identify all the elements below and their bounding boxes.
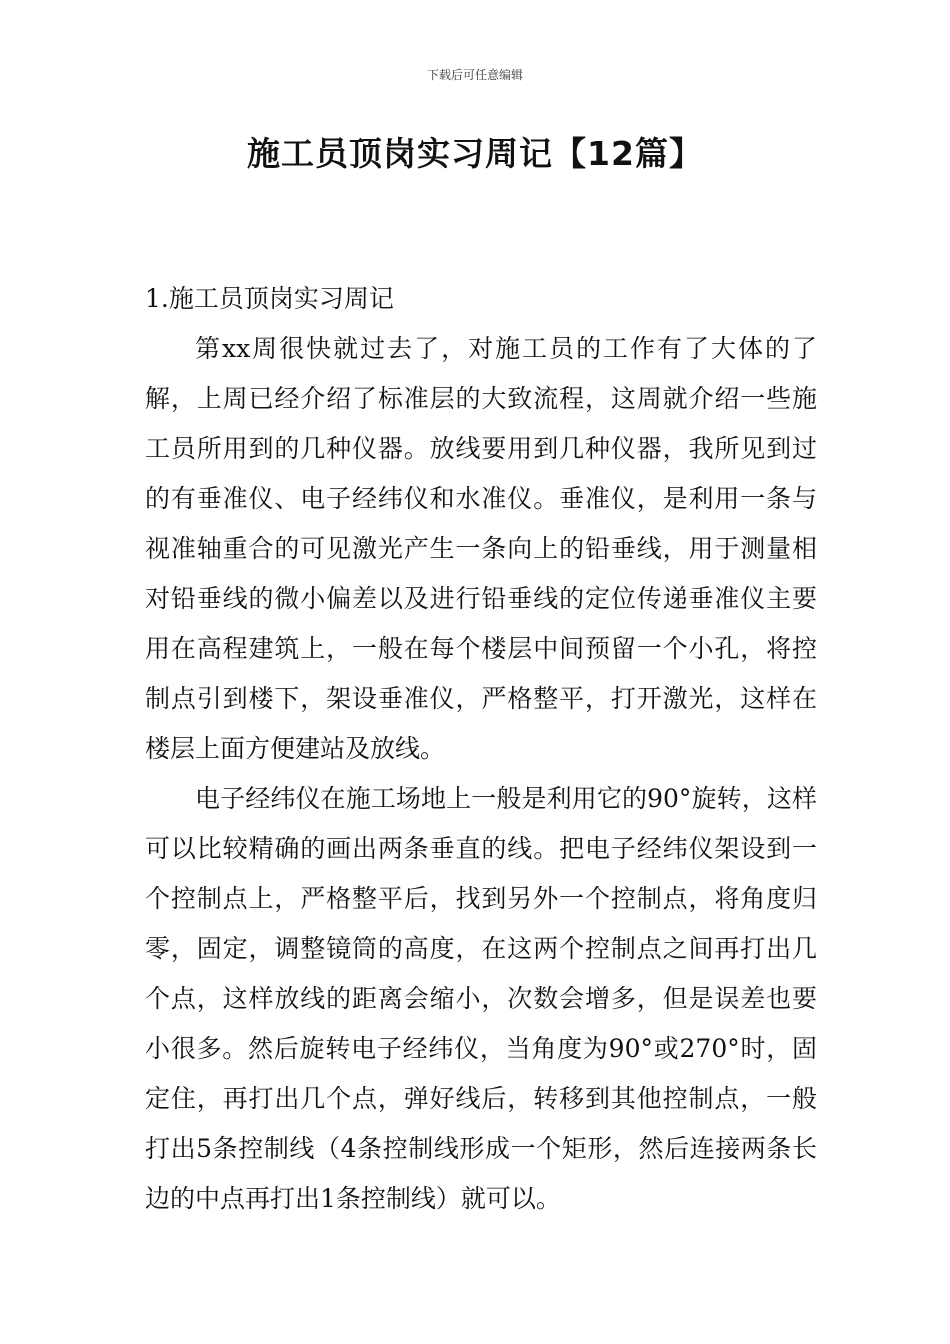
document-body xyxy=(145,274,817,1224)
section-heading: 1.施工员顶岗实习周记 xyxy=(145,284,394,313)
paragraph-2: 电子经纬仪在施工场地上一般是利用它的90°旋转，这样可以比较精确的画出两条垂直的线。把电子经纬仪架设到一个控制点上，严格整平后，找到另外一个控制点，将角度归零，固定，调整镜筒的高度，在这两个控制点之间再打出几个点，这样放线的距离会缩小，次数会增多，但是误差也要小很多。然后旋转电子经纬仪，当角度为90°或270°时，固定住，再打出几个点，弹好线后，转移到其他控制点，一般打出5条控制线（4条控制线形成一个矩形，然后连接两条长边的中点再打出1条控制线）就可以。 xyxy=(145,784,817,1213)
document-title: 施工员顶岗实习周记【12篇】 xyxy=(247,134,703,173)
paragraph-1: 第xx周很快就过去了，对施工员的工作有了大体的了解，上周已经介绍了标准层的大致流程，这周就介绍一些施工员所用到的几种仪器。放线要用到几种仪器，我所见到过的有垂准仪、电子经纬仪和水准仪。垂准仪，是利用一条与视准轴重合的可见激光产生一条向上的铅垂线，用于测量相对铅垂线的微小偏差以及进行铅垂线的定位传递垂准仪主要用在高程建筑上，一般在每个楼层中间预留一个小孔，将控制点引到楼下，架设垂准仪，严格整平，打开激光，这样在楼层上面方便建站及放线。 xyxy=(145,334,817,763)
header-note: 下载后可任意编辑 xyxy=(426,68,523,82)
